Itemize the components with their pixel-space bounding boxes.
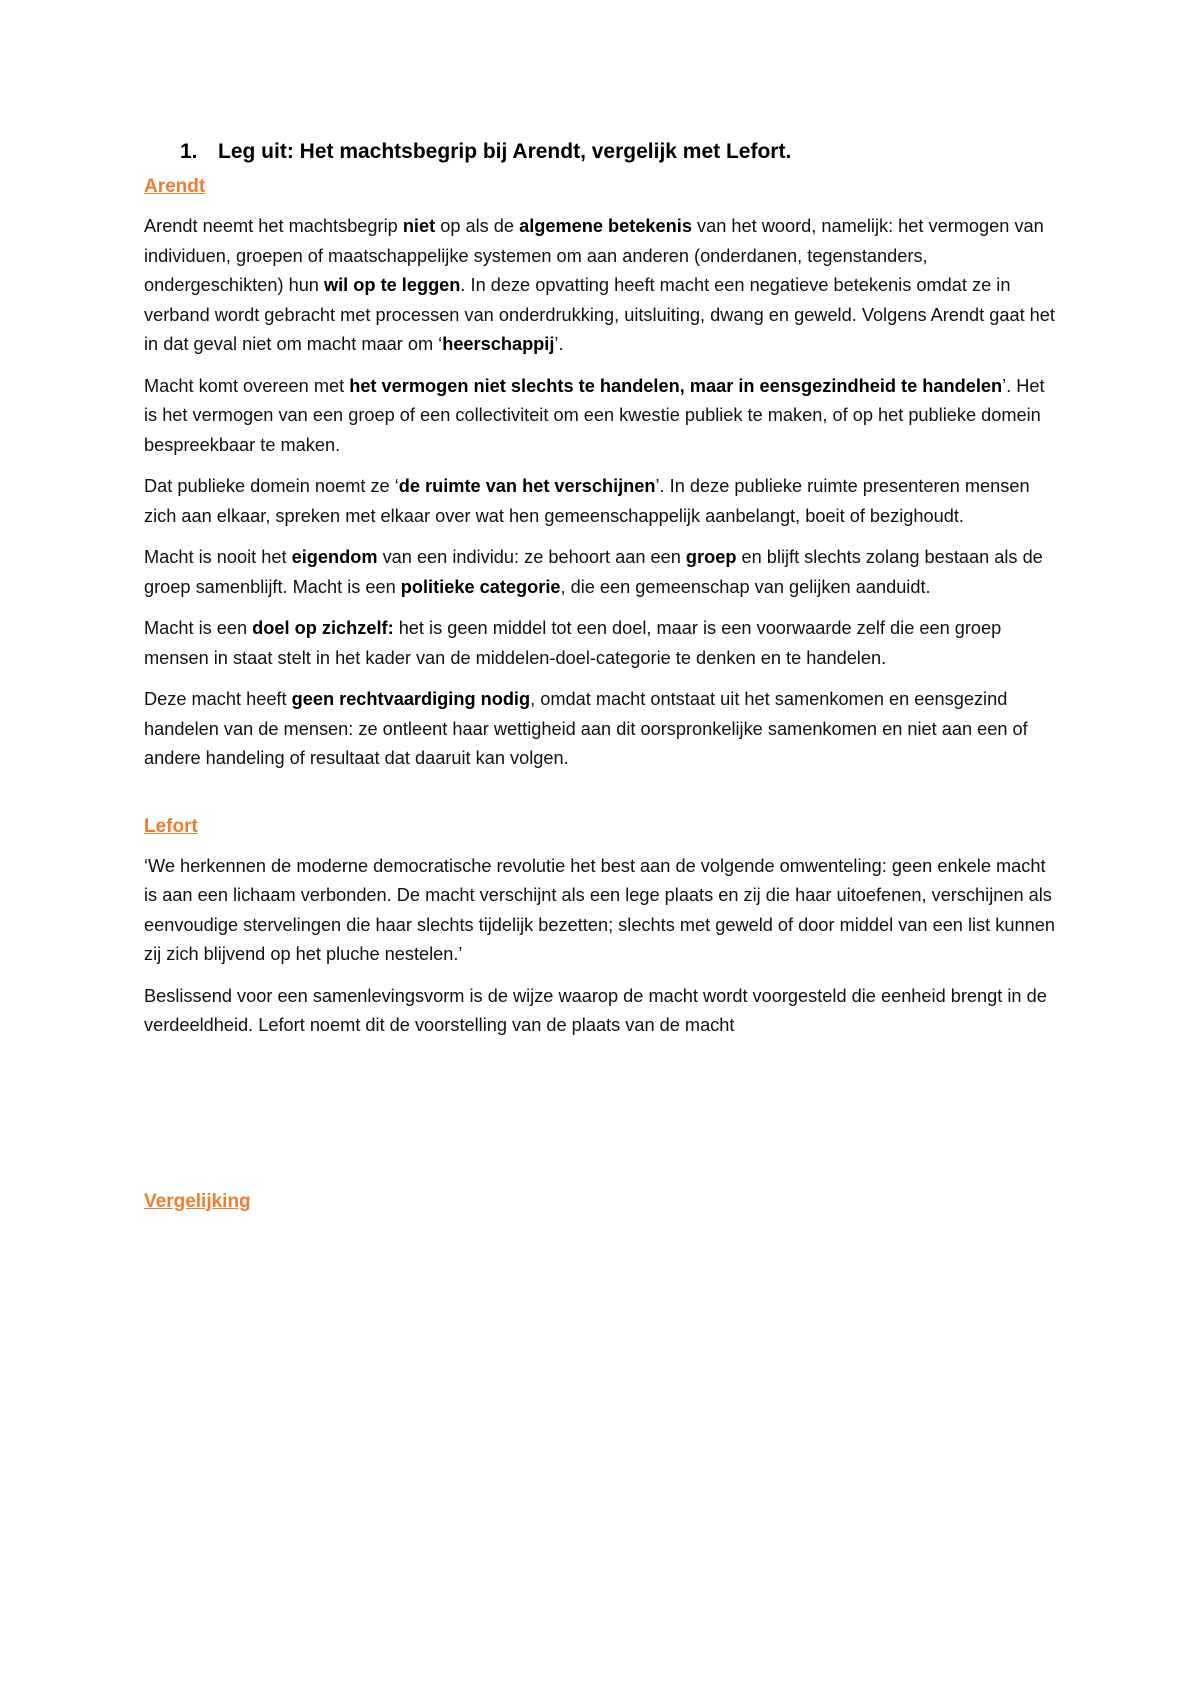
- paragraph: [144, 372, 1056, 461]
- text-run: en blijft slechts zolang bestaan als de groep samenblijft. Macht is een: [144, 547, 1043, 597]
- text-run: van een individu: ze behoort aan een: [377, 547, 686, 567]
- bold-text-run: politieke categorie: [400, 576, 561, 597]
- question-heading: [180, 140, 1056, 164]
- text-run: ’. In deze publieke ruimte presenteren mensen zich aan elkaar, spreken met elkaar over wat hen gemeenschappelijk aanbelangt, boeit of bezighoudt.: [144, 476, 1030, 526]
- bold-text-run: het vermogen niet slechts te handelen, maar in eensgezindheid te handelen: [349, 375, 1003, 396]
- section-heading-arendt: Arendt: [144, 176, 206, 197]
- question-number: 1.: [180, 140, 198, 163]
- document-content: [144, 140, 1056, 1227]
- paragraph: [144, 543, 1056, 602]
- paragraph: [144, 212, 1056, 360]
- bold-text-run: groep: [685, 547, 737, 567]
- text-run: ’. Het is het vermogen van een groep of een collectiviteit om een kwestie publiek te maken, of op het publieke domein bespreekbaar te maken.: [144, 375, 1045, 455]
- bold-text-run: heerschappij: [442, 334, 555, 354]
- text-run: Macht komt overeen met: [144, 375, 350, 396]
- bold-text-run: de ruimte van het verschijnen: [398, 476, 656, 496]
- text-run: van het woord, namelijk: het vermogen van individuen, groepen of maatschappelijke systemen om aan anderen (onderdanen, tegenstanders, ondergeschikten) hun: [144, 216, 1044, 295]
- bold-text-run: eigendom: [291, 547, 378, 567]
- text-run: op als de: [435, 216, 520, 236]
- bold-text-run: wil op te leggen: [323, 275, 461, 295]
- paragraph: [144, 685, 1056, 774]
- bold-text-run: niet: [402, 216, 436, 236]
- section-heading-vergelijking: Vergelijking: [144, 1190, 251, 1212]
- question-title: Leg uit: Het machtsbegrip bij Arendt, vergelijk met Lefort.: [218, 140, 792, 163]
- spacer: [144, 786, 1056, 816]
- bold-text-run: geen rechtvaardiging nodig: [291, 689, 531, 709]
- text-run: , die een gemeenschap van gelijken aanduidt.: [560, 576, 931, 597]
- paragraph: [144, 614, 1056, 673]
- text-run: ‘We herkennen de moderne democratische revolutie het best aan de volgende omwenteling: geen enkele macht is aan een lichaam verbonden. De macht verschijnt als een lege plaats en zij die haar uitoefenen, verschijnen als eenvoudige stervelingen die haar slechts tijdelijk bezetten; slechts met geweld of door middel van een list kunnen zij zich blijvend op het pluche nestelen.’: [144, 855, 1055, 964]
- bold-text-run: doel op zichzelf:: [252, 618, 394, 638]
- spacer: [144, 1053, 1056, 1191]
- paragraph: [144, 852, 1056, 970]
- text-run: Macht is nooit het: [144, 547, 292, 567]
- text-run: Macht is een: [144, 618, 253, 638]
- bold-text-run: algemene betekenis: [519, 216, 692, 236]
- text-run: Deze macht heeft: [144, 689, 292, 709]
- text-run: . In deze opvatting heeft macht een negatieve betekenis omdat ze in verband wordt gebracht met processen van onderdrukking, uitsluiting, dwang en geweld. Volgens Arendt gaat het in dat geval niet om macht maar om ‘: [144, 275, 1055, 354]
- section-heading-lefort: Lefort: [144, 815, 198, 837]
- text-run: ’.: [554, 334, 564, 354]
- text-run: , omdat macht ontstaat uit het samenkomen en eensgezind handelen van de mensen: ze ontleent haar wettigheid aan dit oorspronkelijke samenkomen en niet aan een of andere handeling of resultaat dat daaruit kan volgen.: [144, 689, 1028, 768]
- paragraph: [144, 472, 1056, 531]
- text-run: Beslissend voor een samenlevingsvorm is de wijze waarop de macht wordt voorgesteld die eenheid brengt in de verdeeldheid. Lefort noemt dit de voorstelling van de plaats van de macht: [144, 985, 1047, 1035]
- text-run: Arendt neemt het machtsbegrip: [144, 216, 403, 236]
- text-run: het is geen middel tot een doel, maar is een voorwaarde zelf die een groep mensen in staat stelt in het kader van de middelen-doel-categorie te denken en te handelen.: [144, 618, 1002, 668]
- text-run: Dat publieke domein noemt ze ‘: [144, 476, 399, 496]
- paragraph: [144, 982, 1056, 1041]
